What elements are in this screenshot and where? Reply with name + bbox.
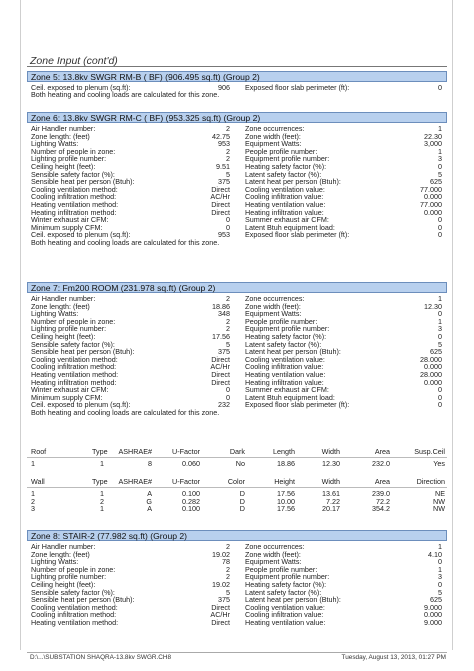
wall-table-cell: 2 (100, 496, 104, 506)
field-label: Zone width (feet): (245, 301, 301, 311)
field-value: 77.000 (420, 200, 442, 209)
wall-table-col-header: U-Factor (172, 477, 200, 486)
wall-table-cell: 13.61 (322, 489, 340, 498)
field-label: Minimum supply CFM: (31, 222, 103, 232)
wall-table-cell: D (239, 504, 245, 514)
field-label: Air Handler number: (31, 294, 96, 303)
field-value: Direct (211, 354, 230, 364)
field-value: 9.51 (216, 162, 230, 171)
field-value: 0 (438, 332, 442, 341)
wall-table-header-rule (27, 487, 447, 488)
wall-table-cell: 1 (100, 504, 104, 514)
field-value: 2 (226, 572, 230, 582)
field-label: Cooling infiltration value: (245, 362, 324, 372)
roof-table-col-header: Length (273, 447, 295, 456)
field-label: Cooling ventilation value: (245, 602, 325, 612)
wall-table-cell: 354.2 (372, 504, 390, 514)
field-value: 232 (218, 400, 230, 410)
page-title: Zone Input (cont'd) (30, 55, 118, 67)
title-divider (27, 66, 447, 67)
wall-table-col-header: Direction (416, 477, 445, 486)
field-label: Latent heat per person (Btuh): (245, 595, 341, 605)
field-value: 625 (430, 177, 442, 187)
field-value: 0 (438, 215, 442, 225)
field-value: 2 (226, 124, 230, 133)
field-label: Equipment profile number: (245, 154, 330, 164)
field-label: Ceil. exposed to plenum (sq.ft): (31, 400, 131, 410)
footer-file-path: D:\...\SUBSTATION SHAQRA-13.8kv SWGR.CH8 (30, 654, 172, 661)
field-label: Latent Btuh equipment load: (245, 222, 335, 232)
field-label: Number of people in zone: (31, 564, 116, 574)
field-value: 0 (226, 222, 230, 232)
field-label: Cooling ventilation value: (245, 184, 325, 194)
field-label: Ceiling height (feet): (31, 162, 96, 171)
field-value: 5 (438, 339, 442, 349)
roof-table-col-header: U-Factor (172, 447, 200, 456)
wall-table-cell: D (239, 489, 245, 498)
field-label: People profile number: (245, 316, 318, 326)
field-row (0, 619, 474, 627)
wall-table-cell: A (147, 489, 152, 498)
zone7-header: Zone 7: Fm200 ROOM (231.978 sq.ft) (Group 2) (27, 282, 447, 293)
field-value: 953 (218, 230, 230, 240)
wall-table-cell: 0.100 (182, 489, 200, 498)
zone5-header: Zone 5: 13.8kv SWGR RM-B ( BF) (906.495 sq.ft) (Group 2) (27, 71, 447, 82)
field-value: 0 (438, 82, 442, 92)
wall-table-cell: 17.56 (277, 504, 295, 514)
field-label: Equipment Watts: (245, 139, 302, 149)
field-value: 9.000 (424, 602, 442, 612)
field-value: 0.000 (424, 192, 442, 202)
field-label: Heating ventilation method: (31, 200, 119, 209)
field-value: Direct (211, 618, 230, 627)
wall-table-cell: D (239, 496, 245, 506)
field-label: Heating ventilation value: (245, 200, 326, 209)
field-value: 1 (438, 542, 442, 551)
wall-table-cell: 1 (31, 489, 35, 498)
roof-table-cell: 8 (148, 459, 152, 468)
field-label: Ceiling height (feet): (31, 580, 96, 589)
field-value: 0 (226, 392, 230, 402)
field-label: Sensible safety factor (%): (31, 587, 115, 597)
field-label: Exposed floor slab perimeter (ft): (245, 82, 350, 92)
field-value: 375 (218, 595, 230, 605)
field-value: 1 (438, 146, 442, 156)
roof-table-col-header: Area (374, 447, 390, 456)
roof-table-col-header: Roof (31, 447, 47, 456)
field-value: 0.000 (424, 377, 442, 387)
field-label: Minimum supply CFM: (31, 392, 103, 402)
field-label: Heating ventilation value: (245, 370, 326, 379)
field-label: Latent safety factor (%): (245, 339, 322, 349)
field-label: Air Handler number: (31, 124, 96, 133)
field-value: 0 (438, 400, 442, 410)
field-label: Zone occurrences: (245, 294, 305, 303)
roof-table-cell: 1 (31, 459, 35, 468)
field-label: Cooling infiltration value: (245, 192, 324, 202)
field-label: Sensible safety factor (%): (31, 169, 115, 179)
wall-table-col-header: Area (374, 477, 390, 486)
field-value: 0 (226, 385, 230, 395)
field-label: Zone length: (feet) (31, 131, 90, 141)
field-value: 348 (218, 309, 230, 319)
wall-table-cell: G (146, 496, 152, 506)
roof-table-col-header: ASHRAE# (118, 447, 152, 456)
field-label: Heating ventilation value: (245, 618, 326, 627)
field-label: Equipment profile number: (245, 324, 330, 334)
roof-table-cell: 12.30 (322, 459, 340, 468)
field-value: 625 (430, 347, 442, 357)
field-label: Cooling infiltration method: (31, 610, 117, 620)
field-value: 28.000 (420, 370, 442, 379)
field-label: People profile number: (245, 564, 318, 574)
wall-table-col-header: Width (321, 477, 340, 486)
field-label: Number of people in zone: (31, 316, 116, 326)
field-value: 0.000 (424, 207, 442, 217)
field-label: Heating infiltration method: (31, 207, 117, 217)
field-label: Lighting Watts: (31, 309, 79, 319)
field-value: 5 (226, 169, 230, 179)
field-value: 1 (438, 294, 442, 303)
field-label: Latent heat per person (Btuh): (245, 177, 341, 187)
footer-date: Tuesday, August 13, 2013, 01:27 PM (341, 654, 446, 661)
field-value: 3 (438, 324, 442, 334)
roof-table-col-header: Dark (229, 447, 245, 456)
field-value: 4.10 (428, 549, 442, 559)
field-value: 19.02 (212, 549, 230, 559)
field-label: Latent safety factor (%): (245, 169, 322, 179)
field-value: AC/Hr (210, 362, 230, 372)
zone6-header: Zone 6: 13.8kv SWGR RM-C ( BF) (953.325 sq.ft) (Group 2) (27, 112, 447, 123)
field-value: 625 (430, 595, 442, 605)
field-value: 1 (438, 316, 442, 326)
field-label: Latent safety factor (%): (245, 587, 322, 597)
field-label: Equipment Watts: (245, 557, 302, 567)
wall-table-cell: 17.56 (277, 489, 295, 498)
roof-table-cell: 18.86 (277, 459, 295, 468)
roof-table-cell: No (235, 459, 245, 468)
wall-table-cell: NE (435, 489, 445, 498)
field-value: Direct (211, 207, 230, 217)
field-value: 17.56 (212, 332, 230, 341)
field-label: Ceil. exposed to plenum (sq.ft): (31, 82, 131, 92)
field-value: 22.30 (424, 131, 442, 141)
field-label: Ceiling height (feet): (31, 332, 96, 341)
field-value: 9.000 (424, 618, 442, 627)
wall-table-col-header: Wall (31, 477, 45, 486)
roof-table-col-header: Type (92, 447, 108, 456)
field-label: Lighting profile number: (31, 154, 107, 164)
field-label: Sensible heat per person (Btuh): (31, 595, 135, 605)
wall-table-cell: 10.00 (277, 496, 295, 506)
roof-table-cell: 232.0 (372, 459, 390, 468)
field-value: 5 (226, 339, 230, 349)
field-label: Heating infiltration method: (31, 377, 117, 387)
field-label: Heating safety factor (%): (245, 162, 327, 171)
wall-table-cell: 239.0 (372, 489, 390, 498)
footer-divider (27, 652, 447, 653)
field-value: Direct (211, 377, 230, 387)
field-label: Heating ventilation method: (31, 618, 119, 627)
field-value: 0 (438, 392, 442, 402)
roof-table-col-header: Susp.Ceil (414, 447, 445, 456)
field-label: Number of people in zone: (31, 146, 116, 156)
field-value: 0.000 (424, 610, 442, 620)
wall-table-col-header: Color (227, 477, 245, 486)
field-value: Direct (211, 184, 230, 194)
wall-table-cell: 2 (31, 496, 35, 506)
field-value: 0 (438, 222, 442, 232)
field-value: 2 (226, 564, 230, 574)
field-label: Winter exhaust air CFM: (31, 215, 109, 225)
field-value: 0.000 (424, 362, 442, 372)
field-value: 12.30 (424, 301, 442, 311)
field-value: 2 (226, 154, 230, 164)
field-value: AC/Hr (210, 192, 230, 202)
field-label: Heating safety factor (%): (245, 332, 327, 341)
wall-table-cell: 72.2 (376, 496, 390, 506)
field-label: Lighting profile number: (31, 572, 107, 582)
field-label: Cooling ventilation method: (31, 602, 118, 612)
field-value: 18.86 (212, 301, 230, 311)
field-value: 906 (218, 82, 230, 92)
field-label: Lighting Watts: (31, 557, 79, 567)
field-label: Cooling infiltration method: (31, 362, 117, 372)
wall-table-cell: 3 (31, 504, 35, 514)
field-label: Zone length: (feet) (31, 301, 90, 311)
wall-table-cell: NW (433, 504, 445, 514)
field-label: Cooling infiltration value: (245, 610, 324, 620)
field-value: 5 (438, 169, 442, 179)
field-value: 0 (438, 230, 442, 240)
field-label: People profile number: (245, 146, 318, 156)
field-value: 2 (226, 542, 230, 551)
roof-table-col-header: Width (321, 447, 340, 456)
field-label: Exposed floor slab perimeter (ft): (245, 400, 350, 410)
field-label: Zone occurrences: (245, 542, 305, 551)
zone8-header: Zone 8: STAIR-2 (77.982 sq.ft) (Group 2) (27, 530, 447, 541)
field-label: Winter exhaust air CFM: (31, 385, 109, 395)
field-label: Equipment Watts: (245, 309, 302, 319)
field-label: Summer exhaust air CFM: (245, 385, 329, 395)
field-label: Lighting profile number: (31, 324, 107, 334)
wall-table-cell: NW (433, 496, 445, 506)
field-value: 5 (438, 587, 442, 597)
field-value: 375 (218, 347, 230, 357)
field-label: Sensible safety factor (%): (31, 339, 115, 349)
field-label: Cooling ventilation method: (31, 184, 118, 194)
field-value: Direct (211, 602, 230, 612)
wall-table-cell: A (147, 504, 152, 514)
roof-table-cell: 0.060 (182, 459, 200, 468)
field-label: Heating infiltration value: (245, 377, 324, 387)
field-value: 28.000 (420, 354, 442, 364)
field-value: 5 (226, 587, 230, 597)
field-label: Air Handler number: (31, 542, 96, 551)
field-label: Heating ventilation method: (31, 370, 119, 379)
field-label: Lighting Watts: (31, 139, 79, 149)
field-value: 0 (226, 215, 230, 225)
wall-table-cell: 0.100 (182, 504, 200, 514)
field-value: 2 (226, 316, 230, 326)
field-label: Zone width (feet): (245, 549, 301, 559)
wall-table-col-header: Type (92, 477, 108, 486)
roof-table-header-rule (27, 457, 447, 458)
roof-table-cell: 1 (100, 459, 104, 468)
field-label: Latent heat per person (Btuh): (245, 347, 341, 357)
wall-table-col-header: ASHRAE# (118, 477, 152, 486)
field-label: Ceil. exposed to plenum (sq.ft): (31, 230, 131, 240)
field-value: 2 (226, 146, 230, 156)
field-label: Zone width (feet): (245, 131, 301, 141)
wall-table-cell: 1 (100, 489, 104, 498)
field-value: 953 (218, 139, 230, 149)
field-value: 1 (438, 124, 442, 133)
wall-table-col-header: Height (274, 477, 295, 486)
field-label: Heating safety factor (%): (245, 580, 327, 589)
field-value: Direct (211, 370, 230, 379)
field-value: AC/Hr (210, 610, 230, 620)
field-value: 78 (222, 557, 230, 567)
field-value: 0 (438, 580, 442, 589)
field-value: 0 (438, 385, 442, 395)
field-label: Latent Btuh equipment load: (245, 392, 335, 402)
zone-note: Both heating and cooling loads are calculated for this zone. (31, 238, 220, 247)
field-value: 1 (438, 564, 442, 574)
field-label: Zone length: (feet) (31, 549, 90, 559)
field-value: 42.75 (212, 131, 230, 141)
field-value: 375 (218, 177, 230, 187)
field-value: 2 (226, 294, 230, 303)
zone-note: Both heating and cooling loads are calculated for this zone. (31, 408, 220, 417)
field-label: Exposed floor slab perimeter (ft): (245, 230, 350, 240)
field-label: Summer exhaust air CFM: (245, 215, 329, 225)
field-value: 0 (438, 309, 442, 319)
field-label: Cooling infiltration method: (31, 192, 117, 202)
field-label: Heating infiltration value: (245, 207, 324, 217)
field-label: Sensible heat per person (Btuh): (31, 177, 135, 187)
field-label: Cooling ventilation method: (31, 354, 118, 364)
field-value: 3 (438, 154, 442, 164)
field-value: 19.02 (212, 580, 230, 589)
field-value: 77.000 (420, 184, 442, 194)
field-value: 2 (226, 324, 230, 334)
field-label: Sensible heat per person (Btuh): (31, 347, 135, 357)
roof-table-cell: Yes (433, 459, 445, 468)
field-label: Equipment profile number: (245, 572, 330, 582)
wall-table-cell: 7.22 (326, 496, 340, 506)
field-value: 3 (438, 572, 442, 582)
zone-note: Both heating and cooling loads are calculated for this zone. (31, 90, 220, 100)
field-value: 0 (438, 162, 442, 171)
field-value: Direct (211, 200, 230, 209)
field-label: Cooling ventilation value: (245, 354, 325, 364)
field-value: 0 (438, 557, 442, 567)
wall-table-cell: 20.17 (322, 504, 340, 514)
wall-table-cell: 0.282 (182, 496, 200, 506)
field-label: Zone occurrences: (245, 124, 305, 133)
field-value: 3,000 (424, 139, 442, 149)
